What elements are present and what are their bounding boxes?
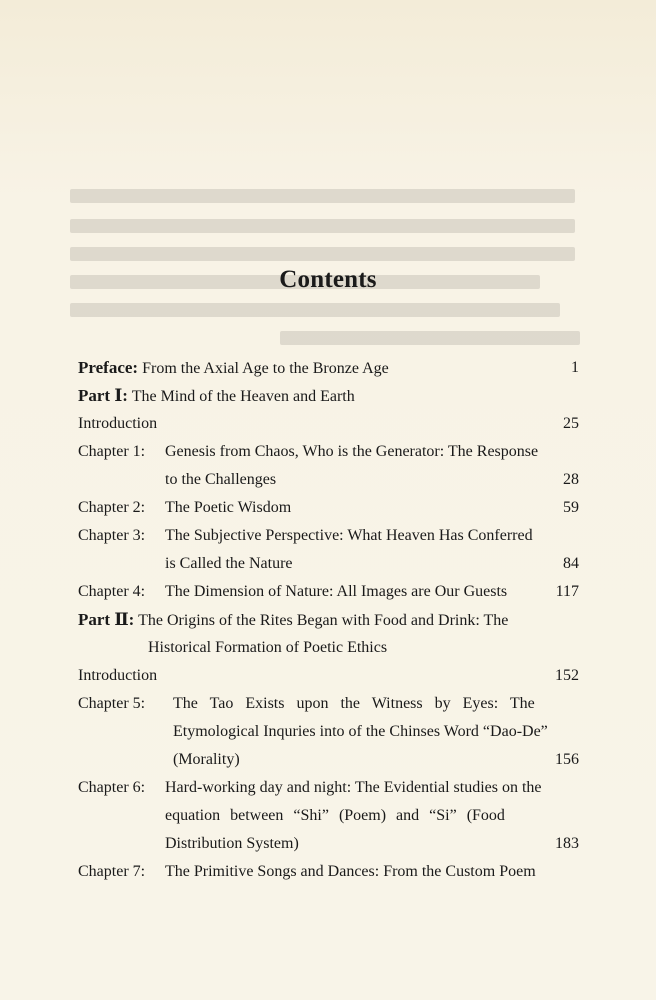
toc-row-chapter-5[interactable] xyxy=(0,694,656,722)
contents-heading: Contents xyxy=(279,266,377,293)
toc-label: Chapter 4: xyxy=(78,583,146,600)
toc-title: The Mind of the Heaven and Earth xyxy=(131,388,355,405)
toc-label: Chapter 5: xyxy=(78,695,146,712)
toc-row-chapter-1-cont xyxy=(0,470,656,498)
toc-label: Chapter 2: xyxy=(78,499,146,516)
toc-row-chapter-6-cont-2 xyxy=(0,834,656,862)
toc-title: Hard-working day and night: The Evidential studies on the xyxy=(165,779,542,796)
toc-title: to the Challenges xyxy=(165,471,277,488)
toc-page: 152 xyxy=(555,667,579,684)
toc-row-chapter-6-cont xyxy=(0,806,656,834)
toc-label: Introduction xyxy=(78,667,158,684)
toc-row-chapter-3[interactable] xyxy=(0,526,656,554)
toc-row-chapter-5-cont-2 xyxy=(0,750,656,778)
toc-label: Part Ⅰ: xyxy=(78,386,128,405)
toc-label: Part Ⅱ: xyxy=(78,610,135,629)
toc-label: Chapter 3: xyxy=(78,527,146,544)
toc-row-chapter-6[interactable] xyxy=(0,778,656,806)
toc-page: 59 xyxy=(563,499,579,516)
toc-title: Distribution System) xyxy=(165,835,299,852)
toc-page: 156 xyxy=(555,751,579,768)
toc-row-chapter-1[interactable] xyxy=(0,442,656,470)
toc-title: From the Axial Age to the Bronze Age xyxy=(142,360,389,377)
toc-row-part-1[interactable] xyxy=(0,386,656,414)
toc-row-chapter-7[interactable] xyxy=(0,862,656,890)
toc-row-introduction-2[interactable] xyxy=(0,666,656,694)
toc-label: Introduction xyxy=(78,415,158,432)
toc-row-part-2[interactable] xyxy=(0,610,656,638)
toc-title: Etymological Inquries into of the Chinses Word “Dao-De” xyxy=(173,723,548,740)
toc-row-chapter-5-cont xyxy=(0,722,656,750)
toc-title: The Origins of the Rites Began with Food and Drink: The xyxy=(138,612,509,629)
toc-label: Preface: xyxy=(78,358,139,377)
toc-title: The Primitive Songs and Dances: From the Custom Poem xyxy=(165,863,536,880)
toc-page: 117 xyxy=(555,583,579,600)
toc-label: Chapter 7: xyxy=(78,863,146,880)
toc-title: The Tao Exists upon the Witness by Eyes: The xyxy=(173,695,535,712)
toc-title: The Dimension of Nature: All Images are Our Guests xyxy=(165,583,508,600)
toc-page: 183 xyxy=(555,835,579,852)
toc-page: 1 xyxy=(571,359,579,376)
toc-label: Chapter 6: xyxy=(78,779,146,796)
toc-row-preface[interactable] xyxy=(0,358,656,386)
toc-page: 28 xyxy=(563,471,579,488)
toc-title: The Poetic Wisdom xyxy=(165,499,292,516)
toc-label: Chapter 1: xyxy=(78,443,146,460)
toc-title: equation between “Shi” (Poem) and “Si” (Food xyxy=(165,807,505,824)
toc-title: (Morality) xyxy=(173,751,240,768)
toc-title: is Called the Nature xyxy=(165,555,293,572)
toc-row-chapter-3-cont xyxy=(0,554,656,582)
toc-row-chapter-2[interactable] xyxy=(0,498,656,526)
toc-row-chapter-4[interactable] xyxy=(0,582,656,610)
toc-page: 84 xyxy=(563,555,579,572)
toc-title: Genesis from Chaos, Who is the Generator: The Response xyxy=(165,443,539,460)
toc-title: Historical Formation of Poetic Ethics xyxy=(148,639,388,656)
toc-page: 25 xyxy=(563,415,579,432)
toc-row-part-2-cont xyxy=(0,638,656,666)
toc-title: The Subjective Perspective: What Heaven Has Conferred xyxy=(165,527,533,544)
toc-row-introduction[interactable] xyxy=(0,414,656,442)
